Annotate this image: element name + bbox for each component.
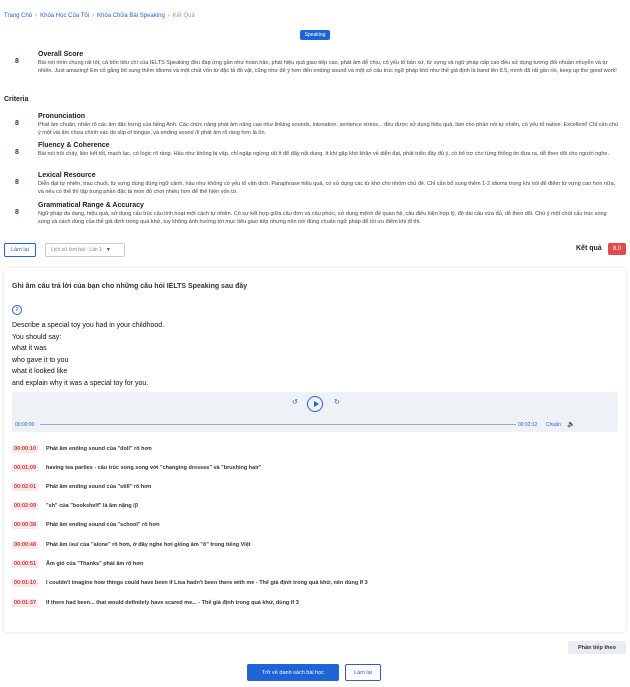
feedback-timestamp[interactable]: 00:00:51: [14, 561, 37, 567]
overall-score-value: 8: [15, 58, 19, 65]
feedback-row[interactable]: [12, 560, 512, 568]
feedback-timestamp[interactable]: 00:00:10: [14, 446, 37, 452]
play-button[interactable]: [307, 396, 323, 412]
feedback-timestamp[interactable]: 00:01:37: [14, 600, 37, 606]
breadcrumb-current: Kết Quả: [172, 13, 195, 19]
criterion-text: Diễn đạt tự nhiên, trau chuốt, từ vựng dùng đúng ngữ cảnh, hầu như không có yếu tố văn dịch. Paraphrase hiệu quả, có sử dụng các từ khó cho nhóm chủ đề. Chỉ cần bổ sung thêm 1-2 idioms trong khi nói để điểm từ vựng cao hơn nữa, và nếu có thể thì tập trung phần đặc tả món đồ chơi nhiều hơn để thể hiện vốn từ.: [38, 181, 616, 195]
feedback-text: If there had been... that would definitely have scared me... - Thể giả định trong quá khứ, dùng If 3: [46, 600, 299, 606]
question-card: [4, 268, 626, 632]
result-label: Kết quả: [576, 245, 602, 252]
overall-score-section: [4, 50, 624, 75]
question-line: what it looked like: [12, 368, 68, 375]
feedback-timestamp[interactable]: 00:00:38: [14, 522, 37, 528]
criterion-text: Phát âm chuẩn, nhấn rõ các âm đặc trưng của tiếng Anh. Các chức năng phát âm nâng cao như linking sounds, intonation, sentence stress... đều được sử dụng hiệu quả, làm cho phần nói tự nhiên, có yếu tố native. Excellent! Chỉ cần chú ý một vài âm chưa chính xác do slip of tongue, và ending sound /l/ phát âm rõ ràng hơn là ổn.: [38, 122, 619, 136]
question-line: what it was: [12, 345, 47, 352]
feedback-row[interactable]: [12, 464, 512, 472]
criterion-text: Ngữ pháp đa dạng, hiệu quả, sử dụng cấu trúc câu linh hoạt một cách tự nhiên. Có sự kết hợp giữa câu đơn và câu phức, sử dụng mệnh đề quan hệ, câu điều kiện hợp lý, độ dài câu vừa đủ, dễ theo dõi. Chú ý một chút cấu trúc song song và cách dùng của thể giả định trong quá khứ, tuy không ảnh hưởng tới mục tiêu giao tiếp nhưng nên nói đúng chuẩn ngữ pháp để tối ưu điểm khi đi thi.: [38, 211, 607, 225]
feedback-text: Phát âm ending sound của "school" rõ hơn: [46, 522, 160, 528]
history-dropdown-label: Lịch sử làm bài - Lần 1: [51, 247, 102, 253]
feedback-text: Phát âm /əʊ/ của "alone" rõ hơn, ở đây nghe hơi giống âm "ô" trong tiếng Việt: [46, 542, 251, 548]
breadcrumb: [4, 13, 195, 19]
audio-player: [12, 392, 618, 432]
current-time: 00:00:00: [15, 422, 35, 428]
feedback-text: Phát âm ending sound của "still" rõ hơn: [46, 484, 152, 490]
chevron-down-icon: ▼: [105, 247, 111, 253]
question-card-title: Ghi âm câu trả lời của bạn cho những câu hỏi IELTS Speaking sau đây: [12, 283, 248, 290]
redo-button[interactable]: Làm lại: [4, 243, 36, 257]
criterion-title: Grammatical Range & Accuracy: [38, 202, 144, 209]
feedback-text: Âm gió của "Thanks" phát âm rõ hơn: [46, 561, 144, 567]
rewind-icon[interactable]: ↺: [292, 399, 298, 406]
feedback-row[interactable]: [12, 579, 512, 587]
feedback-text: I couldn't imagine how things could have been if Lisa hadn't been there with me - Thể giả định trong quá khứ, nên dùng If 3: [46, 580, 368, 586]
criterion-title: Fluency & Coherence: [38, 142, 110, 149]
feedback-row[interactable]: [12, 521, 512, 529]
feedback-timestamp[interactable]: 00:01:10: [14, 580, 37, 586]
breadcrumb-home[interactable]: Trang Chủ: [4, 13, 33, 19]
back-to-lessons-button[interactable]: Trở về danh sách bài học: [247, 664, 339, 681]
feedback-row[interactable]: [12, 541, 512, 549]
question-text: [12, 320, 164, 389]
breadcrumb-separator: ›: [35, 13, 38, 19]
criterion-score: 8: [15, 149, 19, 156]
criterion-score: 8: [15, 120, 19, 127]
criterion-score: 8: [15, 179, 19, 186]
feedback-text: "sh" của "bookshelf" là âm nặng /ʃ/: [46, 503, 139, 509]
forward-icon[interactable]: ↻: [334, 399, 340, 406]
duration: 00:02:12: [518, 422, 538, 428]
criterion-score: 8: [15, 209, 19, 216]
criterion-lexical: [4, 171, 624, 196]
breadcrumb-separator: ›: [167, 13, 170, 19]
feedback-timestamp[interactable]: 00:00:48: [14, 542, 37, 548]
overall-score-title: Overall Score: [38, 51, 84, 58]
feedback-timestamp[interactable]: 00:01:09: [14, 465, 37, 471]
skill-badge: Speaking: [300, 30, 330, 40]
history-dropdown[interactable]: [45, 243, 125, 257]
feedback-text: having tea parties - câu trúc song song với "changing dresses" và "brushing hair": [46, 465, 262, 471]
result-value: 8.0: [608, 243, 626, 255]
feedback-text: Phát âm ending sound của "doll" rõ hơn: [46, 446, 152, 452]
feedback-timestamp[interactable]: 00:02:01: [14, 484, 37, 490]
breadcrumb-course[interactable]: Khóa Chữa Bài Speaking: [97, 13, 165, 19]
next-part-button[interactable]: Phần tiếp theo: [568, 641, 626, 654]
question-line: Describe a special toy you had in your childhood.: [12, 322, 165, 329]
volume-icon[interactable]: 🔈: [567, 421, 576, 428]
speed-selector[interactable]: Chuẩn: [546, 422, 561, 428]
question-line: and explain why it was a special toy for you.: [12, 379, 149, 387]
breadcrumb-my-courses[interactable]: Khóa Học Của Tôi: [40, 13, 90, 19]
feedback-row[interactable]: [12, 502, 512, 510]
feedback-row[interactable]: [12, 599, 512, 607]
criterion-grammar: [4, 201, 624, 226]
play-icon: [314, 401, 319, 407]
criterion-pronunciation: [4, 112, 624, 137]
progress-bar[interactable]: [40, 424, 516, 425]
breadcrumb-separator: ›: [92, 13, 95, 19]
feedback-row[interactable]: [12, 445, 512, 453]
feedback-timestamp[interactable]: 00:02:09: [14, 503, 37, 509]
criterion-title: Pronunciation: [38, 113, 86, 120]
criterion-text: Bài nói trôi chảy, liền kết tốt, mạch lạc, có logic rõ ràng. Hầu như không bị vấp, chỉ ngập ngừng rất ít để đẩy nội dung, ít khi gặp khó khăn về diễn đạt, phát triển đầy đủ ý, có bố trợ cho từng thông tin đưa ra, dễ theo dõi cho người nghe.: [38, 151, 609, 157]
feedback-row[interactable]: [12, 483, 512, 491]
criteria-heading: Criteria: [4, 96, 29, 103]
criterion-title: Lexical Resource: [38, 172, 96, 179]
question-line: who gave it to you: [12, 356, 69, 364]
overall-score-text: Bài nói nhìn chung rất tốt, cả bốn tiêu chí của IELTS Speaking đều đáp ứng gần như hoàn hảo, phát hiệu quả giao tiếp cao, phát âm dễ chịu, có yếu tố bản xứ, từ vựng và ngữ pháp cấp cao đều sử dụng tương đối nhuần nhuyễn và tự nhiên. Just amazing! Em cố gắng bổ sung thêm idioms và một chút vốn từ đặc tả đồ vật, cũng như để ý hơn đến ending sound và một số cấu trúc ngữ pháp khó như thể giả định là band lên 8.5, mình đã rất gần rồi, keep up the good work!: [38, 60, 617, 74]
redo-bottom-button[interactable]: Làm lại: [345, 664, 381, 681]
question-number: 2: [12, 305, 22, 315]
criterion-fluency: [4, 141, 624, 158]
question-line: You should say:: [12, 333, 62, 341]
